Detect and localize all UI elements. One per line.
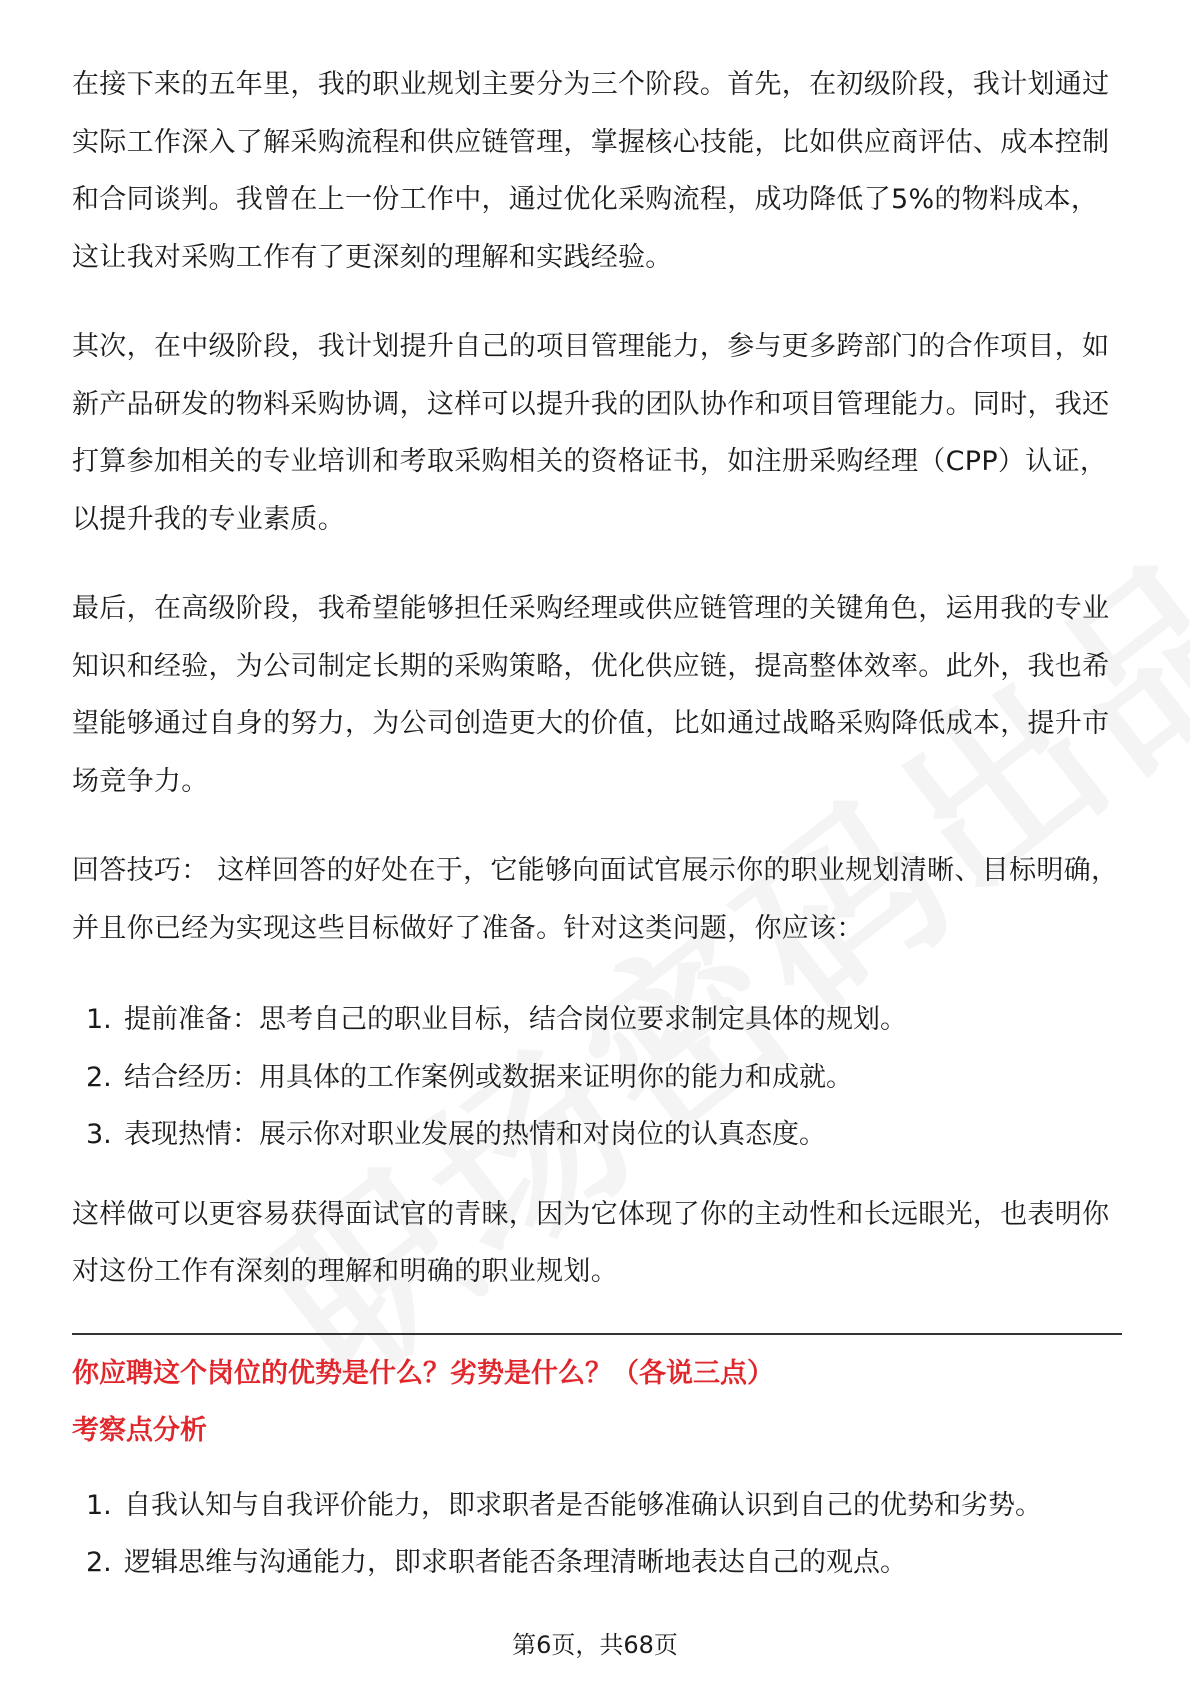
list-text: 结合经历：用具体的工作案例或数据来证明你的能力和成就。	[124, 1061, 853, 1093]
list-item	[72, 1534, 1122, 1592]
document-page	[72, 56, 1122, 1614]
list-number: 3.	[86, 1119, 112, 1150]
tips-list	[72, 991, 1122, 1164]
list-text: 自我认知与自我评价能力，即求职者是否能够准确认识到自己的优势和劣势。	[124, 1489, 1042, 1521]
analysis-heading: 考察点分析	[72, 1414, 207, 1446]
list-number: 1.	[86, 1489, 112, 1521]
list-number: 2.	[86, 1061, 112, 1093]
list-item	[72, 1049, 1122, 1107]
list-text: 提前准备：思考自己的职业目标，结合岗位要求制定具体的规划。	[124, 1004, 907, 1035]
section-divider	[72, 1333, 1122, 1335]
analysis-list	[72, 1477, 1122, 1592]
paragraph-stage-2: 其次，在中级阶段，我计划提升自己的项目管理能力，参与更多跨部门的合作项目，如新产品研发的物料采购协调，这样可以提升我的团队协作和项目管理能力。同时，我还打算参加相关的专业培训和考取采购相关的资格证书，如注册采购经理（CPP）认证，以提升我的专业素质。	[72, 331, 1110, 535]
paragraph-stage-1: 在接下来的五年里，我的职业规划主要分为三个阶段。首先，在初级阶段，我计划通过实际工作深入了解采购流程和供应链管理，掌握核心技能，比如供应商评估、成本控制和合同谈判。我曾在上一份工作中，通过优化采购流程，成功降低了5%的物料成本，这让我对采购工作有了更深刻的理解和实践经验。	[72, 69, 1110, 273]
paragraph-closing: 这样做可以更容易获得面试官的青睐，因为它体现了你的主动性和长远眼光，也表明你对这份工作有深刻的理解和明确的职业规划。	[72, 1198, 1110, 1287]
list-number: 2.	[86, 1547, 112, 1578]
list-text: 表现热情：展示你对职业发展的热情和对岗位的认真态度。	[124, 1119, 826, 1150]
page-footer: 第6页，共68页	[512, 1631, 678, 1659]
list-text: 逻辑思维与沟通能力，即求职者能否条理清晰地表达自己的观点。	[124, 1547, 907, 1578]
paragraph-stage-3: 最后，在高级阶段，我希望能够担任采购经理或供应链管理的关键角色，运用我的专业知识和经验，为公司制定长期的采购策略，优化供应链，提高整体效率。此外，我也希望能够通过自身的努力，为公司创造更大的价值，比如通过战略采购降低成本，提升市场竞争力。	[72, 593, 1110, 797]
paragraph-tips-intro: 回答技巧： 这样回答的好处在于，它能够向面试官展示你的职业规划清晰、目标明确，并且你已经为实现这些目标做好了准备。针对这类问题，你应该：	[72, 855, 1119, 944]
list-item	[72, 1477, 1122, 1535]
list-item	[72, 1106, 1122, 1164]
list-item	[72, 991, 1122, 1049]
question-title: 你应聘这个岗位的优势是什么？劣势是什么？（各说三点）	[72, 1357, 774, 1389]
list-number: 1.	[86, 1004, 112, 1035]
